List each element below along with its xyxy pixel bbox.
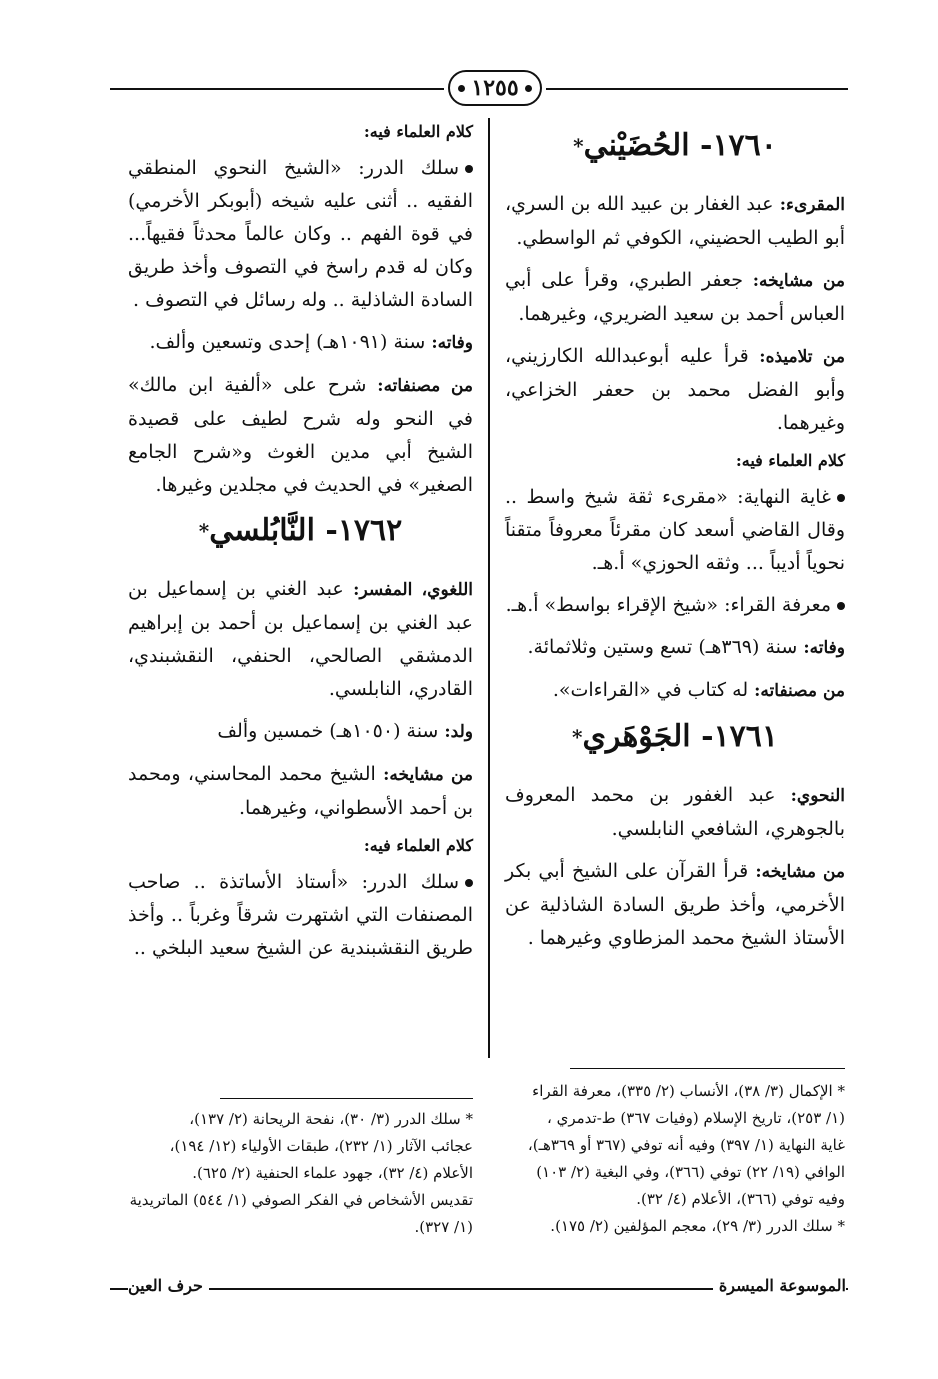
entry-paragraph (128, 326, 473, 360)
paragraph-text: له كتاب في «القراءات». (552, 679, 755, 701)
scholars-heading: كلام العلماء فيه: (363, 836, 473, 855)
bullet-icon (465, 165, 473, 173)
quote-paragraph (128, 152, 473, 317)
entry-title: ١٧٦٠- الحُضَيْني (583, 128, 777, 163)
paragraph-label: من مشايخه: (755, 862, 846, 882)
entry-paragraph (128, 715, 473, 749)
entry-paragraph (128, 758, 473, 825)
entry-paragraph (505, 779, 845, 846)
scholars-heading: كلام العلماء فيه: (735, 451, 845, 470)
left-column (128, 118, 473, 974)
quote-paragraph (505, 589, 845, 622)
paragraph-text: قرأ القرآن على الشيخ أبي بكر الأخرمي، وأخذ طريق السادة الشاذلية عن الأستاذ الشيخ محمد المزطاوي وغيرهما . (505, 860, 845, 949)
footnote-line: * سلك الدرر (٣/ ٢٩)، معجم المؤلفين (٢/ ١٧٥). (550, 1217, 845, 1235)
footnote-marker: * (573, 134, 584, 158)
paragraph-text: معرفة القراء: «شيخ الإقراء بواسط» أ.هـ. (505, 594, 831, 616)
scholars-heading: كلام العلماء فيه: (363, 122, 473, 141)
paragraph-text: سنة (٣٦٩هـ) تسع وستين وثلاثمائة. (527, 636, 804, 658)
paragraph-text: شرح على «ألفية ابن مالك» في النحو وله شرح لطيف على قصيدة الشيخ أبي مدين الغوث و«شرح الجامع الصغير» في الحديث في مجلدين وغيرها. (128, 374, 473, 496)
paragraph-text: عبد الغني بن إسماعيل بن عبد الغني بن إسماعيل بن أحمد بن إبراهيم الدمشقي الصالحي، الحنفي، النقشبندي، القادري، النابلسي. (128, 578, 473, 700)
paragraph-text: سلك الدرر: «الشيخ النحوي المنطقي الفقيه .. أثنى عليه شيخه (أبوبكر الأخرمي) في قوة الفهم .. وكان عالماً محدثاً فقيهاً... وكان له قدم راسخ في التصوف وأخذ طريق السادة الشاذلية .. وله رسائل في التصوف . (128, 157, 473, 311)
footnote-line: غاية النهاية (١/ ٣٩٧) وفيه أنه توفي (٣٦٧ أو ٣٦٩هـ)، (527, 1136, 845, 1154)
footnote-line: الأعلام (٤/ ٣٢)، جهود علماء الحنفية (٢/ ٦٢٥). (192, 1164, 473, 1182)
bullet-icon (465, 879, 473, 887)
paragraph-text: عبد الغفور بن محمد المعروف بالجوهري، الشافعي النابلسي. (505, 784, 845, 840)
paragraph-label: من مصنفاته: (754, 681, 845, 701)
paragraph-label: ولد: (444, 722, 473, 742)
footnote-rule (220, 1098, 473, 1099)
paragraph-label: من مشايخه: (383, 765, 473, 785)
entry-paragraph (505, 674, 845, 708)
footnote-line: عجائب الآثار (١/ ٢٣٢)، طبقات الأولياء (١٢/ ١٩٤)، (169, 1137, 473, 1155)
paragraph-text: عبد الغفار بن عبيد الله بن السري، أبو الطيب الحضيني، الكوفي ثم الواسطي. (505, 193, 845, 249)
footnote-marker: * (198, 519, 210, 543)
footnote-line: (١/ ٣٢٧). (414, 1218, 473, 1236)
column-divider (488, 118, 490, 1058)
footnote-line: * الإكمال (٣/ ٣٨)، الأنساب (٢/ ٣٣٥)، معرفة القراء (532, 1082, 845, 1100)
paragraph-label: وفاته: (431, 333, 473, 353)
entry-paragraph (505, 855, 845, 955)
entry-paragraph (505, 264, 845, 331)
quote-paragraph (505, 481, 845, 580)
footnotes-right (505, 1078, 845, 1240)
quote-paragraph (128, 866, 473, 965)
paragraph-label: من مشايخه: (752, 271, 845, 291)
footnote-rule (570, 1068, 845, 1069)
entry-paragraph (505, 340, 845, 440)
paragraph-label: اللغوي، المفسر: (353, 580, 473, 600)
footnote-line: * سلك الدرر (٣/ ٣٠)، نفحة الريحانة (٢/ ١٣٧)، (189, 1110, 473, 1128)
entry-heading-1760 (505, 126, 845, 166)
right-column (505, 118, 845, 964)
entry-heading-1762 (128, 511, 473, 551)
paragraph-label: من تلاميذه: (759, 347, 845, 367)
entry-title: ١٧٦١- الجَوْهَري (582, 719, 778, 754)
dot-icon (458, 85, 465, 92)
paragraph-text: سلك الدرر: «أستاذ الأساتذة .. صاحب المصنفات التي اشتهرت شرقاً وغرباً .. وأخذ طريق النقشبندية عن الشيخ سعيد البلخي .. (128, 871, 473, 959)
paragraph-label: المقرىء: (779, 195, 845, 215)
paragraph-text: الشيخ محمد المحاسني، ومحمد بن أحمد الأسطواني، وغيرهما. (128, 763, 473, 819)
footnote-marker: * (571, 725, 583, 749)
paragraph-label: النحوي: (790, 786, 845, 806)
paragraph-label: وفاته: (803, 638, 845, 658)
footer-section-title: حرف العين (128, 1276, 209, 1295)
page-number-badge (448, 70, 542, 106)
paragraph-text: سنة (١٠٩١هـ) إحدى وتسعين وألف. (149, 331, 432, 353)
entry-title: ١٧٦٢- النَّابُلسي (209, 513, 403, 548)
paragraph-text: سنة (١٠٥٠هـ) خمسين وألف (217, 720, 445, 742)
paragraph-text: جعفر الطبري، وقرأ على أبي العباس أحمد بن سعيد الضريري، وغيرهما. (505, 269, 845, 325)
footnote-line: (١/ ٢٥٣)، تاريخ الإسلام (وفيات ٣٦٧) ط-تدمري ، (547, 1109, 845, 1127)
entry-paragraph (128, 369, 473, 502)
footnote-line: الوافي (١٩/ ٢٢) توفي (٣٦٦)، وفي البغية (٢/ ١٠٣) (536, 1163, 845, 1181)
dot-icon (525, 85, 532, 92)
footnotes-left (128, 1106, 473, 1241)
paragraph-text: غاية النهاية: «مقرىء ثقة شيخ واسط .. وقال القاضي أسعد كان مقرئاً معروفاً متقناً نحوياً أديباً ... وثقه الحوزي» أ.هـ. (505, 486, 845, 574)
paragraph-text: قرأ عليه أبوعبدالله الكارزيني، وأبو الفضل محمد بن حعفر الخزاعي، وغيرهما. (505, 345, 845, 434)
footnote-line: تقديس الأشخاص في الفكر الصوفي (١/ ٥٤٤) الماتريدية (129, 1191, 473, 1209)
paragraph-label: من مصنفاته: (377, 376, 474, 396)
footnote-line: وفيه توفي (٣٦٦)، الأعلام (٤/ ٣٢). (636, 1190, 845, 1208)
entry-paragraph (128, 573, 473, 706)
bullet-icon (837, 494, 845, 502)
bullet-icon (837, 602, 845, 610)
entry-heading-1761 (505, 717, 845, 757)
entry-paragraph (505, 188, 845, 255)
entry-paragraph (505, 631, 845, 665)
footer-encyclopedia-title: الموسوعة الميسرة (713, 1276, 846, 1295)
page-number: ١٢٥٥ (471, 75, 519, 101)
